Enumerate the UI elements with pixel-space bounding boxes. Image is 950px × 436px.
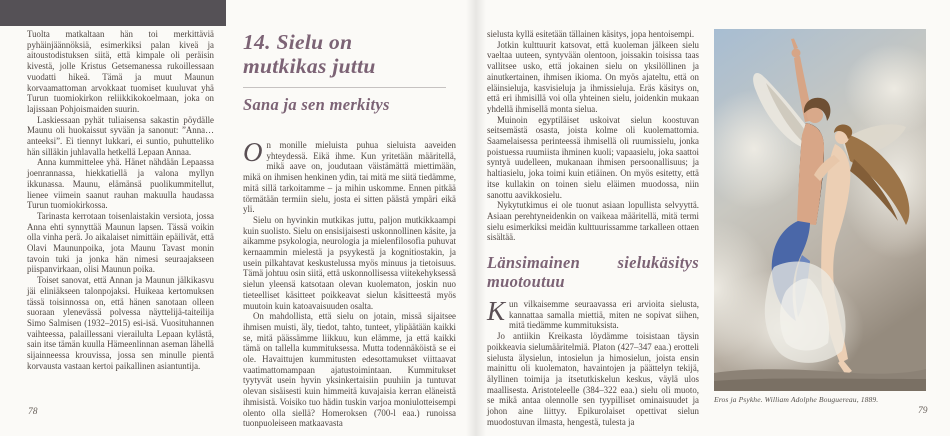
page-number-78: 78 — [28, 407, 38, 417]
drop-cap: O — [243, 137, 263, 167]
drop-cap: K — [487, 296, 506, 327]
chapter-rule — [243, 87, 446, 88]
painting-eros-and-psyche — [714, 29, 926, 391]
section-heading-1: Sana ja sen merkitys — [243, 95, 390, 114]
paragraph: Tuolta matkaltaan hän toi merkittäviä pyhäinjäännöksiä, esimerkiksi palan kiveä ja aitoustodistuksen siitä, että kimpale oli peräisin kivestä, jolle Kristus Getsemanessa rukoillessaan vuodatti hikeä. Tämä ja muut Maunun korvaamattoman arvokkaat tuomiset kuuluvat yhä Turun tuomiokirkon reliikkikokoelmaan, joka on lajissaan Pohjoismaiden suurin. — [27, 29, 214, 114]
chapter-corner-tab — [0, 0, 226, 26]
left-page-column-2 — [243, 137, 456, 429]
left-page-column-1 — [27, 29, 214, 372]
paragraph: Jo antiikin Kreikasta löydämme toisistaan täysin poikkeavia sielumääritelmiä. Platon (427–347 eaa.) erotteli sielusta älysielun, intosielun ja himosielun, joista ensin mainittu oli kuolematon, havaintojen ja päättelyn tekijä, älyllinen toimija ja itsetutkiskelun keskus, väylä ulos maallisesta. Aristoteleelle (384–322 eaa.) sielu oli muoto, se mikä antaa olennolle sen tyypilliset ominaisuudet ja johon aine liittyy. Epikurolaiset opettivat sielun muodostuvan ilmasta, hengestä, tulesta ja — [487, 331, 699, 427]
paragraph: Jotkin kulttuurit katsovat, että kuoleman jälkeen sielu vaeltaa uuteen, syntyvään olentoon, joissakin toisissa taas vallitsee usko, että jokainen sielu on yksilöllinen ja ainutkertainen, ihmisen ikioma. On myös ajateltu, että on eläinsieluja, kasvisieluja ja ihmissieluja. Eräs käsitys on, että eri ihmisillä voi olla yhteinen sielu, joidenkin mukaan yhdellä ihmisellä monta sielua. — [487, 39, 699, 114]
paragraph: Kun vilkaisemme seuraavassa eri arvioita sielusta, kannattaa samalla miettiä, miten ne sopivat siihen, mitä tiedämme kummituksista. — [487, 296, 699, 331]
chapter-heading-block — [243, 30, 456, 114]
paragraph: On mahdollista, että sielu on jotain, missä sijaitsee ihmisen muisti, äly, tiedot, tahto, tunteet, ylipäätään kaikki se, mitä päässämme liikkuu, kun elämme, ja että kaikki tämä on tallella kummituksessa. Mutta todennäköistä se ei ole. Havaittujen kummitusten edesottamukset viittaavat vaatimattomampaan ajatustoimintaan. Kummitukset tyytyvät usein hyvin yksinkertaisiin puuhiin ja tuntuvat olevan sisäisesti kuin himmeitä kuvajaisia kerran eläneistä ihmisistä. Voisiko tuo hädin tuskin varjoa moniulotteisempi olento olla siellä? Homeroksen (700-l eaa.) runoissa tuonpuoleiseen matkaavasta — [243, 311, 456, 429]
paragraph: sielusta kyllä esitetään tällainen käsitys, jopa hentoisempi. — [487, 29, 695, 39]
section-heading-2: Länsimainen sielukäsitys muotoutuu — [487, 253, 699, 292]
page-gutter-shadow — [466, 0, 486, 436]
chapter-title: 14. Sielu on mutkikas juttu — [243, 30, 376, 78]
painting-caption: Eros ja Psykhe. William Adolphe Bouguereau, 1889. — [714, 395, 879, 404]
right-column-top-paragraphs — [487, 29, 699, 243]
page-number-79: 79 — [918, 406, 928, 416]
paragraph: Laskiessaan pyhät tuliaisensa sakastin pöydälle Maunu oli huokaissut syvään ja sanonut: ”Anna… anteeksi”. Ei tiennyt lukkari, ei suntio, puhutteliko hän silläkin juhlavalla hetkellä Lepaan Annaa. — [27, 114, 214, 157]
right-column-bottom-paragraphs — [487, 296, 699, 427]
paragraph: Anna kummittelee yhä. Hänet nähdään Lepaassa joenrannassa, hiekkatiellä ja valona myllyn ikkunassa. Maunu, elämänsä puolikummitellut, lienee viimein saanut rauhan makuulla haudassa Turun tuomiokirkossa. — [27, 157, 214, 211]
paragraph: Tarinasta kerrotaan toisenlaistakin versiota, jossa Anna ehti synnyttää Maunun lapsen. Tässä voikin olla vinha perä. Jo aikalaiset nimittäin epäilivät, että Olavi Maununpoika, jota Maunu Tavast monin tavoin tuki ja jonka hän nimesi seuraajakseen piispanvirkaan, olisi Maunun poika. — [27, 210, 214, 275]
paragraph: Toiset sanovat, että Annan ja Maunun jälkikasvu jäi eliniäkseen talonpojaksi. Huikeaa kertomuksen tässä toisinnossa on, että hänen sanotaan olleen suoraan ylenevässä polvessa näyttelijä-taiteilija Simo Salmisen (1932–2015) esi-isä. Vuosituhannen vaihteessa, palaillessani vierailulta Lepaan kylästä, sain itse tämän kuulla Hämeenlinnan aseman lähellä sijainneessa krouvissa, jossa sen minulle pientä korvausta vastaan kertoi paikallinen asiantuntija. — [27, 275, 214, 371]
paragraph: Nykytutkimus ei ole tuonut asiaan lopullista selvyyttä. Asiaan perehtyneidenkin on vaikeaa määritellä, mitä termi sielu esimerkiksi meidän kulttuurissamme tarkalleen ottaen sisältää. — [487, 200, 699, 243]
paragraph: Muinoin egyptiläiset uskoivat sielun koostuvan seitsemästä osasta, joista kolme oli kuolemattomia. Saamelaisessa perinteessä ihmisellä oli ruumissielu, jonka poistuessa ruumiista ihminen kuoli; vapaasielu, joka saattoi syntyä uudelleen, mukanaan ihmisen persoonallisuus; ja haltiasielu, joka toimi kuin etiäinen. On myös esitetty, että itse kullakin on toinen sielu eläimen muodossa, niin sanottu aavikkosielu. — [487, 114, 699, 200]
paragraph: On monille mieluista puhua sieluista aaveiden yhteydessä. Eikä ihme. Kun yritetään määritellä, mikä aave on, joudutaan väistämättä miettimään, mikä on ihmisen henkinen ydin, tai mitä me siitä tiedämme, mitä sillä tarkoitamme – ja mihin uskomme. Ennen pitkää törmätään termiin sielu, josta ei sitten päästä ympäri eikä yli. — [243, 137, 456, 215]
paragraph: Sielu on hyvinkin mutkikas juttu, paljon mutkikkaampi kuin suolisto. Sielu on ensisijaisesti uskonnollinen käsite, ja aikamme psykologia, neurologia ja mielenfilosofia puhuvat kernaammin mielestä ja psyykestä ja kognitiostakin, ja usein pilkahtavat keskustelussa myös minuus ja tietoisuus. Tämä johtuu osin siitä, että uskonnollisessa viitekehyksessä sielun yleensä katsotaan olevan kuolematon, joskin nuo tieteelliset käsitteet poikkeavat sielun käsitteestä myös muutoin kuin katoavaisuuden osalta. — [243, 214, 456, 311]
right-page-column — [487, 29, 699, 428]
painting-image — [714, 29, 926, 391]
